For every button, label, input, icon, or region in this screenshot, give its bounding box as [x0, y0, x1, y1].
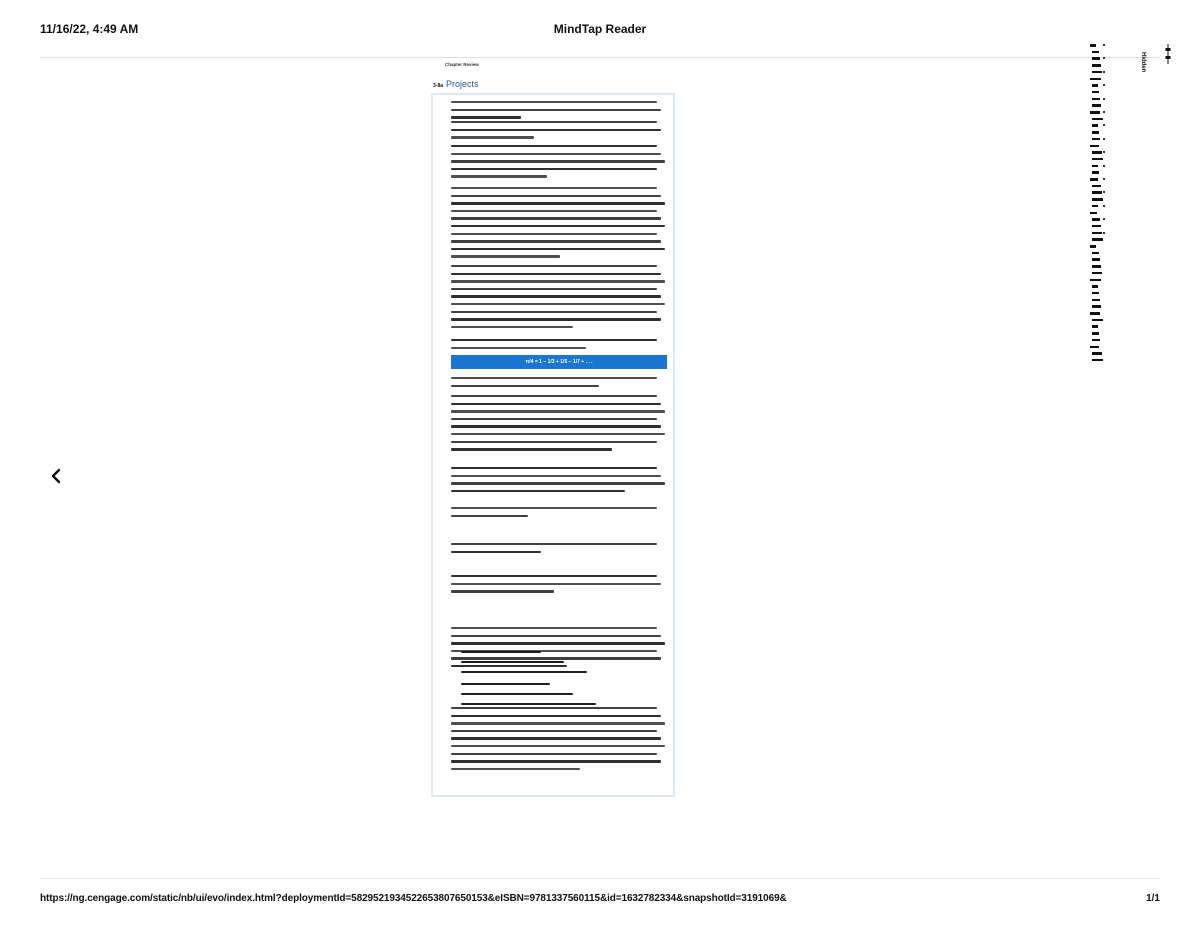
text-line: [451, 590, 554, 592]
chevron-left-icon: [50, 468, 62, 484]
toc-marker: [1103, 44, 1105, 46]
bullet-line: [461, 651, 541, 653]
toc-entry[interactable]: [1092, 51, 1099, 54]
text-line: [451, 265, 657, 267]
text-line: [451, 202, 665, 204]
toc-entry[interactable]: [1092, 292, 1099, 295]
toc-marker: [1103, 205, 1105, 207]
toc-marker: [1103, 218, 1105, 220]
text-line: [451, 515, 528, 517]
toc-marker: [1103, 232, 1105, 234]
bullet-line: [461, 683, 550, 685]
text-line: [451, 730, 657, 732]
toc-entry[interactable]: [1092, 185, 1101, 188]
reader-page: [431, 93, 675, 797]
toc-entry[interactable]: [1092, 352, 1102, 355]
bullet-line: [461, 671, 587, 673]
text-line: [451, 642, 665, 644]
text-line: [451, 187, 657, 189]
text-line: [451, 543, 657, 545]
toc-entry[interactable]: [1092, 339, 1100, 342]
toc-entry[interactable]: [1092, 98, 1100, 101]
text-line: [451, 318, 661, 320]
text-line: [451, 715, 661, 717]
header-divider: [40, 57, 1160, 58]
text-line: [451, 168, 657, 170]
text-line: [451, 339, 657, 341]
toc-entry[interactable]: [1092, 158, 1103, 161]
text-line: [451, 295, 661, 297]
text-line: [451, 129, 661, 131]
text-line: [451, 273, 661, 275]
text-line: [451, 210, 657, 212]
text-line: [451, 418, 657, 420]
toc-entry[interactable]: [1092, 299, 1100, 302]
toc-entry[interactable]: [1092, 225, 1101, 228]
toc-marker: [1103, 57, 1105, 59]
text-line: [451, 722, 665, 724]
toc-marker: [1103, 124, 1105, 126]
text-line: [451, 768, 580, 770]
toc-entry[interactable]: [1092, 198, 1103, 201]
text-line: [451, 433, 665, 435]
toc-entry[interactable]: [1092, 332, 1099, 335]
side-panel-label[interactable]: Hidden: [1140, 52, 1146, 73]
toc-entry[interactable]: [1090, 312, 1100, 315]
text-line: [451, 217, 661, 219]
toc-entry[interactable]: [1092, 131, 1099, 134]
toc-entry[interactable]: [1092, 258, 1100, 261]
text-line: [451, 403, 661, 405]
text-line: [451, 507, 657, 509]
text-line: [451, 665, 567, 667]
text-line: [451, 121, 657, 123]
text-line: [451, 136, 534, 138]
equation-box: [451, 355, 667, 369]
toc-marker: [1103, 151, 1105, 153]
text-line: [451, 410, 665, 412]
text-line: [451, 575, 657, 577]
text-line: [451, 288, 657, 290]
text-line: [451, 160, 665, 162]
toc-entry[interactable]: [1092, 205, 1098, 208]
vertical-slider-icon[interactable]: [1165, 44, 1171, 64]
toc-marker: [1103, 191, 1105, 193]
toc-entry[interactable]: [1092, 191, 1102, 194]
toc-entry[interactable]: [1090, 212, 1097, 215]
text-line: [451, 385, 599, 387]
toc-entry[interactable]: [1092, 305, 1101, 308]
text-line: [451, 745, 665, 747]
text-line: [451, 753, 657, 755]
toc-marker: [1103, 138, 1105, 140]
toc-entry[interactable]: [1092, 359, 1103, 362]
page-url[interactable]: https://ng.cengage.com/static/nb/ui/evo/index.html?deploymentId=5829521934522653807650153&eISBN=9781337560115&id=1632782334&snapshotId=3191069&: [40, 893, 787, 904]
toc-entry[interactable]: [1092, 57, 1100, 60]
toc-entry[interactable]: [1092, 151, 1102, 154]
toc-marker: [1103, 98, 1105, 100]
toc-entry[interactable]: [1090, 145, 1099, 148]
section-title: Projects: [446, 79, 479, 89]
text-line: [451, 240, 661, 242]
section-heading: [433, 79, 479, 89]
text-line: [451, 482, 665, 484]
toc-entry[interactable]: [1092, 124, 1098, 127]
text-line: [451, 551, 541, 553]
footer-divider: [40, 878, 1160, 879]
text-line: [451, 657, 661, 659]
text-line: [451, 145, 657, 147]
breadcrumb: Chapter Review: [445, 62, 479, 67]
text-line: [451, 627, 657, 629]
text-line: [451, 441, 657, 443]
bullet-line: [461, 693, 573, 695]
text-line: [451, 116, 521, 118]
text-line: [451, 377, 657, 379]
toc-entry[interactable]: [1092, 138, 1100, 141]
text-line: [451, 490, 625, 492]
toc-entry[interactable]: [1092, 171, 1099, 174]
text-line: [451, 225, 665, 227]
toc-entry[interactable]: [1092, 218, 1100, 221]
toc-entry[interactable]: [1092, 165, 1098, 168]
toc-entry[interactable]: [1092, 285, 1098, 288]
toc-entry[interactable]: [1092, 84, 1098, 87]
previous-page-button[interactable]: [46, 462, 66, 490]
toc-marker: [1103, 84, 1105, 86]
toc-entry[interactable]: [1092, 238, 1103, 241]
text-line: [451, 475, 661, 477]
text-line: [451, 195, 661, 197]
toc-entry[interactable]: [1092, 325, 1098, 328]
text-line: [451, 326, 573, 328]
bullet-line: [461, 661, 564, 663]
toc-entry[interactable]: [1092, 272, 1102, 275]
text-line: [451, 311, 657, 313]
toc-entry[interactable]: [1090, 78, 1101, 81]
section-number: 3-8a: [433, 83, 444, 89]
text-line: [451, 233, 657, 235]
toc-entry[interactable]: [1092, 64, 1101, 67]
window-title: MindTap Reader: [553, 22, 647, 36]
equation-text: π/4 = 1 − 1/3 + 1/5 − 1/7 + . . .: [525, 359, 593, 365]
text-line: [451, 153, 661, 155]
page-counter: 1/1: [1146, 893, 1160, 904]
text-line: [451, 347, 586, 349]
toc-entry[interactable]: [1090, 44, 1096, 47]
toc-entry[interactable]: [1092, 232, 1102, 235]
toc-entry[interactable]: [1092, 71, 1102, 74]
text-line: [451, 255, 560, 257]
text-line: [451, 707, 657, 709]
text-line: [451, 175, 547, 177]
toc-marker: [1103, 178, 1105, 180]
toc-marker: [1103, 165, 1105, 167]
toc-entry[interactable]: [1092, 265, 1101, 268]
toc-marker: [1103, 71, 1105, 73]
text-line: [451, 248, 665, 250]
toc-entry[interactable]: [1092, 104, 1101, 107]
toc-entry[interactable]: [1092, 118, 1103, 121]
toc-entry[interactable]: [1090, 178, 1098, 181]
toc-entry[interactable]: [1090, 279, 1101, 282]
text-line: [451, 737, 661, 739]
text-line: [451, 448, 612, 450]
text-line: [451, 760, 661, 762]
text-line: [451, 425, 661, 427]
toc-entry[interactable]: [1092, 91, 1099, 94]
text-line: [451, 109, 661, 111]
toc-entry[interactable]: [1090, 111, 1100, 114]
bullet-line: [461, 703, 596, 705]
header-timestamp: 11/16/22, 4:49 AM: [40, 22, 139, 36]
text-line: [451, 583, 661, 585]
table-of-contents-strip[interactable]: [1090, 44, 1106, 374]
text-line: [451, 467, 657, 469]
text-line: [451, 395, 657, 397]
toc-entry[interactable]: [1092, 252, 1099, 255]
toc-entry[interactable]: [1090, 346, 1099, 349]
toc-marker: [1103, 111, 1105, 113]
toc-entry[interactable]: [1092, 319, 1103, 322]
toc-entry[interactable]: [1090, 245, 1096, 248]
text-line: [451, 101, 657, 103]
text-line: [451, 635, 661, 637]
text-line: [451, 303, 665, 305]
text-line: [451, 280, 665, 282]
